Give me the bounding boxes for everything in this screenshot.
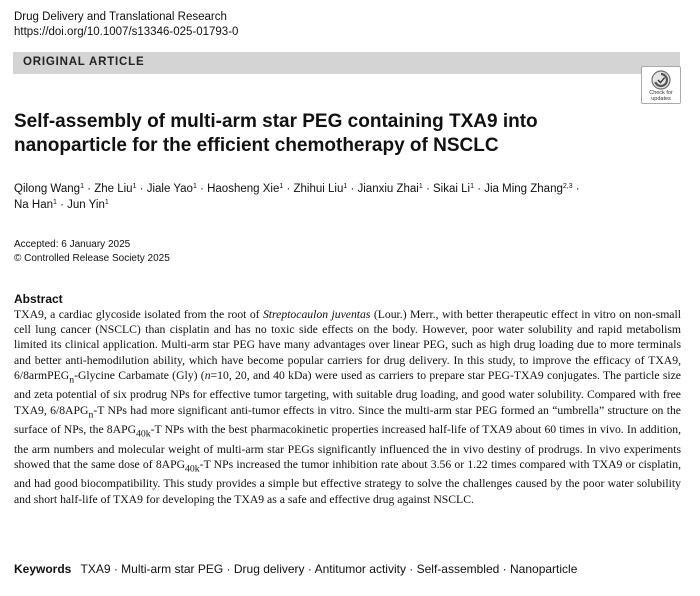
doi-link[interactable]: https://doi.org/10.1007/s13346-025-01793-0	[14, 26, 239, 38]
abstract-text: -T NPs increased the tumor inhibition rate about 3.56 or 1.22 times compared with TXA9 or cisplatin, and had good biocompatibility. This study provides a simple but effective strategy to solve the challenges caused by the poor water solubility and short half-life of TXA9 for developing the TXA9 as a safe and effective drug against NSCLC.	[14, 457, 681, 506]
journal-name: Drug Delivery and Translational Research	[14, 11, 227, 23]
abstract-text: =10, 20, and 40 kDa) were used as carriers to prepare star PEG-TXA9 conjugates. The particle size and zeta potential of six prodrug NPs for effective tumor targeting, with suitable drug loading, and good water solubility. Compared with free TXA9, 6/8APG	[14, 368, 681, 417]
author-affiliation: 1	[192, 183, 197, 190]
author-affiliation: 2,3	[562, 183, 573, 190]
abstract-text: -Glycine Carbamate (Gly) (	[74, 368, 205, 382]
author-affiliation: 1	[53, 199, 57, 206]
keyword: Self-assembled	[416, 562, 500, 576]
article-type-label: ORIGINAL ARTICLE	[23, 56, 145, 68]
author-name[interactable]: Jiale Yao	[146, 183, 193, 195]
author-name[interactable]: Na Han	[14, 199, 53, 211]
author-name[interactable]: Jun Yin	[67, 199, 105, 211]
abstract-sub: 40k	[185, 463, 200, 475]
author-affiliation: 1	[132, 183, 137, 190]
author-name[interactable]: Jia Ming Zhang	[484, 183, 563, 195]
author-affiliation: 1	[104, 199, 109, 206]
author-name[interactable]: Qilong Wang	[14, 183, 81, 195]
author-affiliation: 1	[470, 183, 474, 190]
abstract-sub: 40k	[136, 428, 151, 440]
article-title: Self-assembly of multi-arm star PEG containing TXA9 into nanoparticle for the efficient chemotherapy of NSCLC	[14, 111, 538, 156]
author-affiliation: 1	[418, 183, 423, 190]
abstract-sub: n	[88, 408, 94, 420]
abstract-heading: Abstract	[14, 292, 63, 306]
copyright-notice: © Controlled Release Society 2025	[14, 253, 170, 264]
author-name[interactable]: Zhe Liu	[94, 183, 133, 195]
author-name[interactable]: Sikai Li	[433, 183, 471, 195]
check-for-updates-button[interactable]	[641, 66, 681, 104]
accepted-date: Accepted: 6 January 2025	[14, 239, 131, 250]
abstract-text: TXA9, a cardiac glycoside isolated from the root of	[14, 308, 263, 321]
abstract-text: -T NPs with the best pharmacokinetic properties increased half-life of TXA9 about 60 times in vivo. In addition, the arm numbers and molecular weight of multi-arm star PEGs significantly influenced the in vivo destiny of prodrugs. In vivo experiments showed that the same dose of 8APG	[14, 423, 681, 471]
keyword: Drug delivery	[233, 562, 305, 576]
check-updates-icon	[650, 70, 672, 90]
keyword: Multi-arm star PEG	[121, 562, 224, 576]
abstract-var: n	[204, 368, 211, 382]
check-updates-line2: updates	[651, 96, 671, 102]
abstract-text: -T NPs had more significant anti-tumor effects in vitro. Since the multi-arm star PEG formed an “umbrella” structure on the surface of NPs, the 8APG	[14, 403, 681, 437]
abstract-sub: n	[69, 374, 75, 386]
abstract-species: Streptocaulon juventas	[262, 308, 371, 321]
abstract-body	[14, 307, 681, 507]
author-affiliation: 1	[343, 183, 348, 190]
author-name[interactable]: Zhihui Liu	[293, 183, 344, 195]
author-affiliation: 1	[80, 183, 84, 190]
author-name[interactable]: Haosheng Xie	[207, 183, 280, 195]
keyword: Nanoparticle	[510, 562, 578, 576]
keyword: TXA9	[80, 562, 111, 576]
abstract-text: (Lour.) Merr., with better therapeutic effect in vitro on non-small cell lung cancer (NSCLC) than cisplatin and has no toxic side effects on the body. However, poor water solubility and rapid metabolism limited its clinical application. Multi-arm star PEG have many advantages over linear PEG, such as high drug loading due to more terminals and better anti-hemodilution ability, which have become popular carriers for drug delivery. In this study, to improve the efficacy of TXA9, 6/8armPEG	[14, 308, 681, 382]
keyword: Antitumor activity	[314, 562, 406, 576]
article-type-banner	[13, 52, 680, 74]
keywords-label: Keywords	[14, 562, 72, 576]
author-list: Qilong Wang$^1$ · Zhe Liu$^1$ · Jiale Yao$^1$ · Haosheng Xie$^1$ · Zhihui Liu$^1$ · Jianxiu Zhai$^1$ · Sikai $Li^1$ · Jia Ming Zhang$^{2,3}$ · Na Han$^1$ · Jun Yin$^1$	[14, 183, 580, 211]
author-name[interactable]: Jianxiu Zhai	[357, 183, 419, 195]
author-affiliation: 1	[279, 183, 284, 190]
keywords-line: Keywords TXA9 · Multi-arm star PEG · Drug delivery · Antitumor activity · Self-assembled · Nanoparticle	[14, 562, 578, 576]
check-updates-line1: Check for	[649, 90, 673, 96]
